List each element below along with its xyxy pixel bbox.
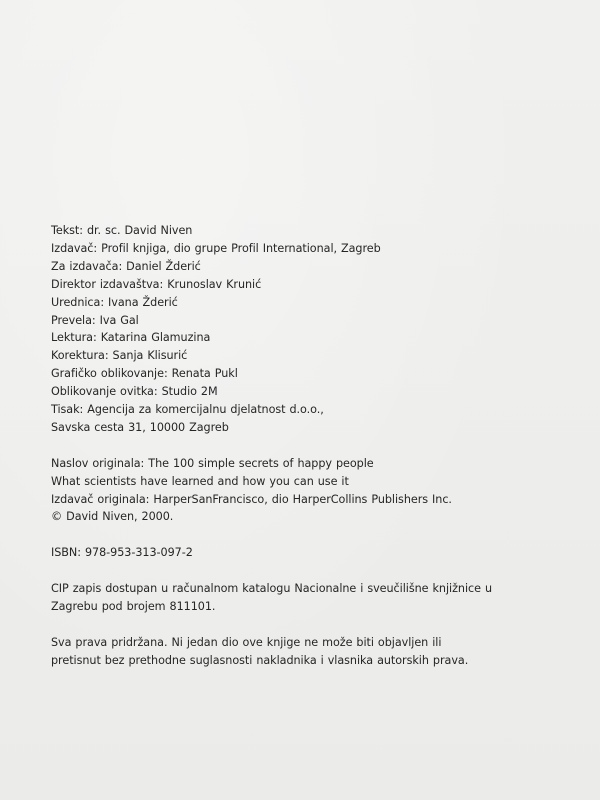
original-title: Naslov originala: The 100 simple secrets of happy people — [51, 456, 374, 470]
cip-line-2: Zagrebu pod brojem 811101. — [51, 599, 216, 613]
isbn: ISBN: 978-953-313-097-2 — [51, 546, 193, 560]
isbn-section — [51, 544, 571, 562]
rights-line-1: Sva prava pridržana. Ni jedan dio ove knjige ne može biti objavljen ili — [51, 635, 442, 649]
imprint-text — [51, 222, 571, 670]
credit-for-publisher: Za izdavača: Daniel Žderić — [51, 259, 201, 273]
credit-publishing-director: Direktor izdavaštva: Krunoslav Krunić — [51, 277, 262, 291]
rights-section — [51, 634, 571, 670]
credit-author: Tekst: dr. sc. David Niven — [51, 224, 193, 237]
credit-cover-design: Oblikovanje ovitka: Studio 2M — [51, 385, 218, 399]
credit-editor: Urednica: Ivana Žderić — [51, 295, 178, 309]
credit-language-editor: Lektura: Katarina Glamuzina — [51, 331, 211, 345]
credit-publisher: Izdavač: Profil knjiga, dio grupe Profil International, Zagreb — [51, 241, 381, 255]
original-subtitle: What scientists have learned and how you can use it — [51, 474, 349, 488]
copyright-notice: © David Niven, 2000. — [51, 510, 174, 524]
original-edition-section — [51, 455, 571, 527]
credit-translator: Prevela: Iva Gal — [51, 313, 139, 327]
cip-section — [51, 580, 571, 616]
cip-line-1: CIP zapis dostupan u računalnom katalogu Nacionalne i sveučilišne knjižnice u — [51, 582, 492, 596]
original-publisher: Izdavač originala: HarperSanFrancisco, dio HarperCollins Publishers Inc. — [51, 492, 452, 506]
spacer — [51, 562, 571, 580]
credit-printer-address: Savska cesta 31, 10000 Zagreb — [51, 420, 229, 434]
credit-graphic-design: Grafičko oblikovanje: Renata Pukl — [51, 367, 238, 381]
spacer — [51, 437, 571, 455]
rights-line-2: pretisnut bez prethodne suglasnosti nakladnika i vlasnika autorskih prava. — [51, 653, 469, 667]
credit-printer: Tisak: Agencija za komercijalnu djelatnost d.o.o., — [51, 403, 324, 417]
credits-section — [51, 222, 571, 437]
spacer — [51, 616, 571, 634]
spacer — [51, 526, 571, 544]
credit-proofreader: Korektura: Sanja Klisurić — [51, 349, 188, 363]
